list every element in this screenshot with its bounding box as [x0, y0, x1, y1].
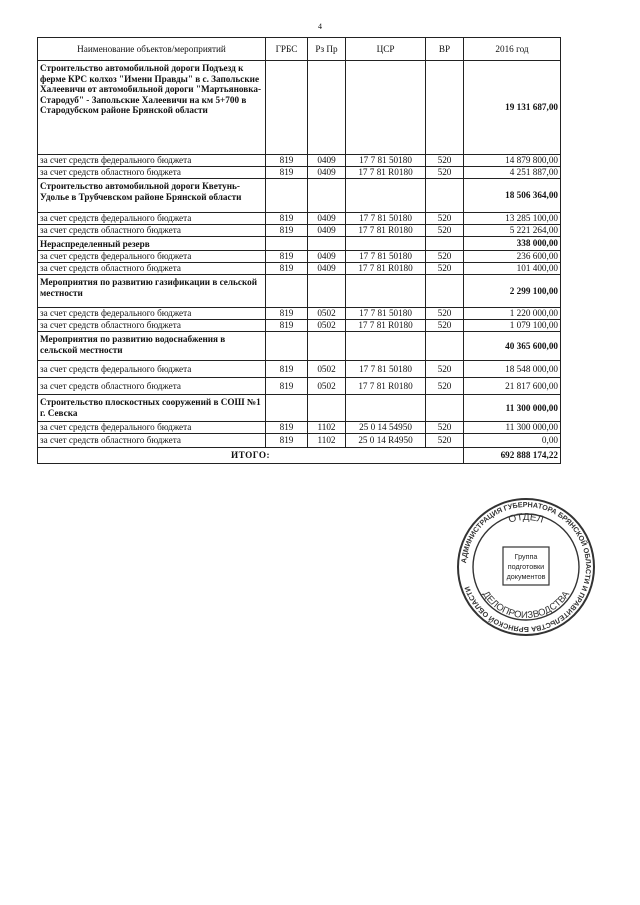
header-csr: ЦСР: [346, 38, 426, 61]
row-amount: 13 285 100,00: [464, 213, 561, 225]
row-grbs: 819: [266, 308, 308, 320]
stamp-dept-word1: ОТДЕЛ: [507, 511, 545, 526]
row-grbs: [266, 61, 308, 155]
row-name: за счет средств федерального бюджета: [38, 308, 266, 320]
table-row: [38, 308, 561, 320]
row-rzpr: [308, 237, 346, 251]
row-amount: 1 220 000,00: [464, 308, 561, 320]
stamp-outer-text: АДМИНИСТРАЦИЯ ГУБЕРНАТОРА БРЯНСКОЙ ОБЛАСТИ И ПРАВИТЕЛЬСТВА БРЯНСКОЙ ОБЛАСТИ: [459, 499, 594, 635]
table-row: [38, 378, 561, 395]
row-name: Строительство автомобильной дороги Кветунь-Удолье в Трубчевском районе Брянской области: [38, 179, 266, 213]
stamp-dept-word2: ДЕЛОПРОИЗВОДСТВА: [480, 589, 572, 622]
row-vr: 520: [426, 378, 464, 395]
header-vr: ВР: [426, 38, 464, 61]
row-name: за счет средств областного бюджета: [38, 434, 266, 448]
table-row: [38, 332, 561, 361]
row-amount: 4 251 887,00: [464, 167, 561, 179]
row-vr: 520: [426, 422, 464, 434]
table-header-row: [38, 38, 561, 61]
row-amount: 21 817 600,00: [464, 378, 561, 395]
total-amount: 692 888 174,22: [464, 448, 561, 464]
row-amount: 19 131 687,00: [464, 61, 561, 155]
row-amount: 18 548 000,00: [464, 361, 561, 378]
row-vr: 520: [426, 361, 464, 378]
row-rzpr: [308, 332, 346, 361]
row-name: за счет средств федерального бюджета: [38, 422, 266, 434]
row-grbs: 819: [266, 155, 308, 167]
row-csr: 17 7 81 50180: [346, 361, 426, 378]
header-name: Наименование объектов/мероприятий: [38, 38, 266, 61]
row-amount: 2 299 100,00: [464, 275, 561, 308]
row-vr: 520: [426, 225, 464, 237]
row-grbs: 819: [266, 213, 308, 225]
row-csr: 17 7 81 R0180: [346, 378, 426, 395]
table-row: [38, 225, 561, 237]
row-amount: 40 365 600,00: [464, 332, 561, 361]
row-rzpr: [308, 395, 346, 422]
row-grbs: 819: [266, 361, 308, 378]
row-amount: 338 000,00: [464, 237, 561, 251]
row-name: за счет средств федерального бюджета: [38, 361, 266, 378]
row-name: Строительство автомобильной дороги Подъезд к ферме КРС колхоз "Имени Правды" в с. Запольские Халеевичи от автомобильной дороги "Мартьяновка- Стародуб" - Запольские Халеевичи на км 5+700 в Стародубском районе Брянской области: [38, 61, 266, 155]
row-csr: [346, 275, 426, 308]
row-amount: 11 300 000,00: [464, 422, 561, 434]
row-vr: [426, 237, 464, 251]
row-name: за счет средств федерального бюджета: [38, 251, 266, 263]
row-vr: 520: [426, 167, 464, 179]
row-grbs: [266, 275, 308, 308]
table-row: [38, 237, 561, 251]
row-grbs: [266, 237, 308, 251]
row-rzpr: 0409: [308, 251, 346, 263]
total-label: ИТОГО:: [38, 448, 464, 464]
table-row: [38, 213, 561, 225]
row-vr: 520: [426, 155, 464, 167]
table-row: [38, 263, 561, 275]
row-csr: 17 7 81 R0180: [346, 320, 426, 332]
row-vr: 520: [426, 434, 464, 448]
table-row: [38, 251, 561, 263]
row-name: за счет средств областного бюджета: [38, 225, 266, 237]
department-stamp: [455, 496, 597, 638]
row-grbs: [266, 395, 308, 422]
table-row: [38, 361, 561, 378]
row-rzpr: 0502: [308, 320, 346, 332]
row-name: Строительство плоскостных сооружений в СОШ №1 г. Севска: [38, 395, 266, 422]
row-name: за счет средств областного бюджета: [38, 320, 266, 332]
table-row: [38, 155, 561, 167]
row-name: за счет средств федерального бюджета: [38, 213, 266, 225]
row-csr: 25 0 14 54950: [346, 422, 426, 434]
row-vr: [426, 395, 464, 422]
row-grbs: 819: [266, 225, 308, 237]
row-rzpr: 1102: [308, 434, 346, 448]
row-vr: [426, 61, 464, 155]
row-vr: [426, 332, 464, 361]
total-row: [38, 448, 561, 464]
stamp-box-line3: документов: [506, 572, 546, 581]
row-vr: 520: [426, 263, 464, 275]
table-row: [38, 434, 561, 448]
row-csr: [346, 332, 426, 361]
row-rzpr: 0409: [308, 213, 346, 225]
row-csr: 17 7 81 50180: [346, 251, 426, 263]
row-grbs: 819: [266, 263, 308, 275]
row-grbs: 819: [266, 378, 308, 395]
row-rzpr: 0502: [308, 378, 346, 395]
row-name: Мероприятия по развитию водоснабжения в сельской местности: [38, 332, 266, 361]
row-csr: [346, 237, 426, 251]
row-amount: 101 400,00: [464, 263, 561, 275]
row-rzpr: 0502: [308, 308, 346, 320]
table-row: [38, 320, 561, 332]
stamp-box-line1: Группа: [514, 552, 538, 561]
row-rzpr: 1102: [308, 422, 346, 434]
row-rzpr: 0409: [308, 225, 346, 237]
row-name: Нераспределенный резерв: [38, 237, 266, 251]
row-csr: 17 7 81 R0180: [346, 263, 426, 275]
stamp-box-line2: подготовки: [507, 562, 545, 571]
row-grbs: [266, 179, 308, 213]
table-row: [38, 275, 561, 308]
row-csr: 17 7 81 50180: [346, 155, 426, 167]
header-grbs: ГРБС: [266, 38, 308, 61]
row-rzpr: 0409: [308, 263, 346, 275]
row-grbs: 819: [266, 422, 308, 434]
row-grbs: 819: [266, 434, 308, 448]
row-grbs: 819: [266, 167, 308, 179]
row-csr: 17 7 81 50180: [346, 213, 426, 225]
table-row: [38, 395, 561, 422]
row-amount: 18 506 364,00: [464, 179, 561, 213]
table-row: [38, 61, 561, 155]
row-name: за счет средств федерального бюджета: [38, 155, 266, 167]
row-amount: 0,00: [464, 434, 561, 448]
row-rzpr: 0409: [308, 155, 346, 167]
table-row: [38, 167, 561, 179]
row-grbs: [266, 332, 308, 361]
row-rzpr: [308, 179, 346, 213]
row-grbs: 819: [266, 251, 308, 263]
row-name: Мероприятия по развитию газификации в сельской местности: [38, 275, 266, 308]
row-csr: [346, 179, 426, 213]
row-vr: [426, 275, 464, 308]
row-rzpr: [308, 275, 346, 308]
header-year: 2016 год: [464, 38, 561, 61]
row-csr: 17 7 81 50180: [346, 308, 426, 320]
row-csr: 17 7 81 R0180: [346, 167, 426, 179]
row-csr: 25 0 14 R4950: [346, 434, 426, 448]
row-amount: 5 221 264,00: [464, 225, 561, 237]
row-name: за счет средств областного бюджета: [38, 263, 266, 275]
row-name: за счет средств областного бюджета: [38, 378, 266, 395]
row-amount: 14 879 800,00: [464, 155, 561, 167]
row-vr: 520: [426, 251, 464, 263]
row-rzpr: 0502: [308, 361, 346, 378]
row-grbs: 819: [266, 320, 308, 332]
row-rzpr: [308, 61, 346, 155]
row-vr: 520: [426, 320, 464, 332]
budget-table: [37, 37, 561, 464]
row-vr: 520: [426, 308, 464, 320]
row-csr: 17 7 81 R0180: [346, 225, 426, 237]
row-amount: 236 600,00: [464, 251, 561, 263]
row-vr: 520: [426, 213, 464, 225]
row-amount: 11 300 000,00: [464, 395, 561, 422]
header-rzpr: Рз Пр: [308, 38, 346, 61]
table-row: [38, 422, 561, 434]
row-csr: [346, 395, 426, 422]
row-amount: 1 079 100,00: [464, 320, 561, 332]
row-csr: [346, 61, 426, 155]
page-number: 4: [318, 22, 322, 31]
row-name: за счет средств областного бюджета: [38, 167, 266, 179]
table-row: [38, 179, 561, 213]
row-rzpr: 0409: [308, 167, 346, 179]
row-vr: [426, 179, 464, 213]
